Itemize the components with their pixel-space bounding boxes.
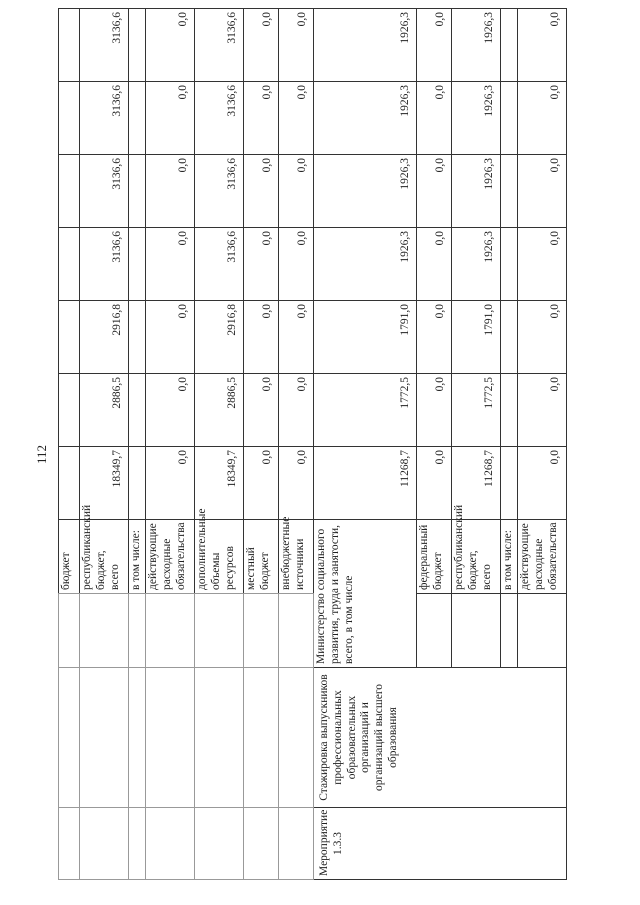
budget-table-container bbox=[58, 12, 562, 880]
value-cell: 0,0 bbox=[244, 301, 279, 374]
value-cell bbox=[501, 228, 518, 301]
source-cell: республиканский бюджет, всего bbox=[452, 520, 501, 594]
value-cell bbox=[501, 301, 518, 374]
value-cell: 0,0 bbox=[417, 228, 452, 301]
value-cell: 0,0 bbox=[279, 9, 314, 82]
source-cell: местный бюджет bbox=[244, 520, 279, 594]
value-cell: 0,0 bbox=[279, 301, 314, 374]
value-cell: 2916,8 bbox=[80, 301, 129, 374]
value-cell: 0,0 bbox=[417, 374, 452, 447]
executor-cell: Министерство социального развития, труда и занятости, всего, в том числе bbox=[314, 520, 417, 668]
value-cell: 1926,3 bbox=[314, 155, 417, 228]
source-cell: дополнительные объемы ресурсов bbox=[195, 520, 244, 594]
measure-name: Стажировка выпускников профессиональных образовательных организаций и организаций высшего образования bbox=[314, 668, 567, 808]
value-cell: 3136,6 bbox=[80, 155, 129, 228]
value-cell: 3136,6 bbox=[195, 228, 244, 301]
table-row bbox=[195, 9, 244, 880]
value-cell bbox=[129, 228, 146, 301]
value-cell: 3136,6 bbox=[195, 9, 244, 82]
value-cell: 2886,5 bbox=[195, 374, 244, 447]
source-cell: республиканский бюджет, всего bbox=[80, 520, 129, 594]
value-cell bbox=[129, 447, 146, 520]
table-row bbox=[314, 9, 417, 880]
value-cell: 0,0 bbox=[279, 155, 314, 228]
value-cell: 0,0 bbox=[244, 374, 279, 447]
source-cell: федеральный бюджет bbox=[417, 520, 452, 594]
table-row bbox=[279, 9, 314, 880]
value-cell: 0,0 bbox=[417, 301, 452, 374]
value-cell bbox=[501, 155, 518, 228]
value-cell: 0,0 bbox=[146, 374, 195, 447]
value-cell: 1791,0 bbox=[452, 301, 501, 374]
budget-table bbox=[58, 8, 567, 880]
source-cell: действующие расходные обязательства bbox=[518, 520, 567, 594]
value-cell bbox=[129, 301, 146, 374]
value-cell: 3136,6 bbox=[195, 82, 244, 155]
value-cell bbox=[129, 9, 146, 82]
value-cell: 1772,5 bbox=[314, 374, 417, 447]
value-cell: 11268,7 bbox=[452, 447, 501, 520]
value-cell: 3136,6 bbox=[195, 155, 244, 228]
value-cell: 0,0 bbox=[146, 228, 195, 301]
value-cell: 2886,5 bbox=[80, 374, 129, 447]
value-cell: 0,0 bbox=[417, 82, 452, 155]
value-cell: 2916,8 bbox=[195, 301, 244, 374]
source-cell: внебюджетные источники bbox=[279, 520, 314, 594]
value-cell: 0,0 bbox=[279, 228, 314, 301]
table-row bbox=[59, 9, 80, 880]
value-cell bbox=[129, 374, 146, 447]
source-cell: в том числе: bbox=[129, 520, 146, 594]
value-cell: 0,0 bbox=[417, 155, 452, 228]
measure-code: Мероприятие 1.3.3 bbox=[314, 808, 567, 880]
value-cell: 1926,3 bbox=[452, 228, 501, 301]
value-cell: 0,0 bbox=[417, 9, 452, 82]
source-cell: бюджет bbox=[59, 520, 80, 594]
value-cell: 0,0 bbox=[244, 228, 279, 301]
value-cell: 0,0 bbox=[146, 301, 195, 374]
value-cell: 1926,3 bbox=[452, 82, 501, 155]
value-cell: 3136,6 bbox=[80, 228, 129, 301]
value-cell: 0,0 bbox=[518, 9, 567, 82]
value-cell: 1772,5 bbox=[452, 374, 501, 447]
value-cell bbox=[501, 9, 518, 82]
page-number: 112 bbox=[34, 444, 49, 464]
value-cell: 3136,6 bbox=[80, 82, 129, 155]
value-cell bbox=[501, 374, 518, 447]
value-cell: 0,0 bbox=[518, 155, 567, 228]
value-cell: 0,0 bbox=[244, 447, 279, 520]
value-cell: 11268,7 bbox=[314, 447, 417, 520]
value-cell bbox=[129, 155, 146, 228]
value-cell: 0,0 bbox=[518, 228, 567, 301]
table-row bbox=[244, 9, 279, 880]
value-cell: 0,0 bbox=[146, 155, 195, 228]
value-cell: 0,0 bbox=[244, 155, 279, 228]
value-cell bbox=[501, 82, 518, 155]
value-cell: 1926,3 bbox=[314, 82, 417, 155]
value-cell: 0,0 bbox=[146, 447, 195, 520]
value-cell: 1926,3 bbox=[314, 9, 417, 82]
value-cell: 0,0 bbox=[417, 447, 452, 520]
value-cell: 0,0 bbox=[244, 82, 279, 155]
value-cell: 1926,3 bbox=[314, 228, 417, 301]
value-cell: 0,0 bbox=[279, 447, 314, 520]
table-row bbox=[80, 9, 129, 880]
value-cell: 1791,0 bbox=[314, 301, 417, 374]
table-row bbox=[129, 9, 146, 880]
value-cell: 0,0 bbox=[279, 82, 314, 155]
value-cell: 0,0 bbox=[518, 374, 567, 447]
value-cell: 18349,7 bbox=[80, 447, 129, 520]
value-cell: 0,0 bbox=[518, 82, 567, 155]
value-cell: 0,0 bbox=[244, 9, 279, 82]
value-cell bbox=[501, 447, 518, 520]
table-row bbox=[146, 9, 195, 880]
value-cell: 1926,3 bbox=[452, 9, 501, 82]
value-cell: 0,0 bbox=[146, 9, 195, 82]
value-cell bbox=[129, 82, 146, 155]
value-cell: 1926,3 bbox=[452, 155, 501, 228]
value-cell: 0,0 bbox=[518, 301, 567, 374]
value-cell: 0,0 bbox=[518, 447, 567, 520]
source-cell: действующие расходные обязательства bbox=[146, 520, 195, 594]
value-cell: 3136,6 bbox=[80, 9, 129, 82]
value-cell: 0,0 bbox=[279, 374, 314, 447]
value-cell: 0,0 bbox=[146, 82, 195, 155]
value-cell: 18349,7 bbox=[195, 447, 244, 520]
source-cell: в том числе: bbox=[501, 520, 518, 594]
